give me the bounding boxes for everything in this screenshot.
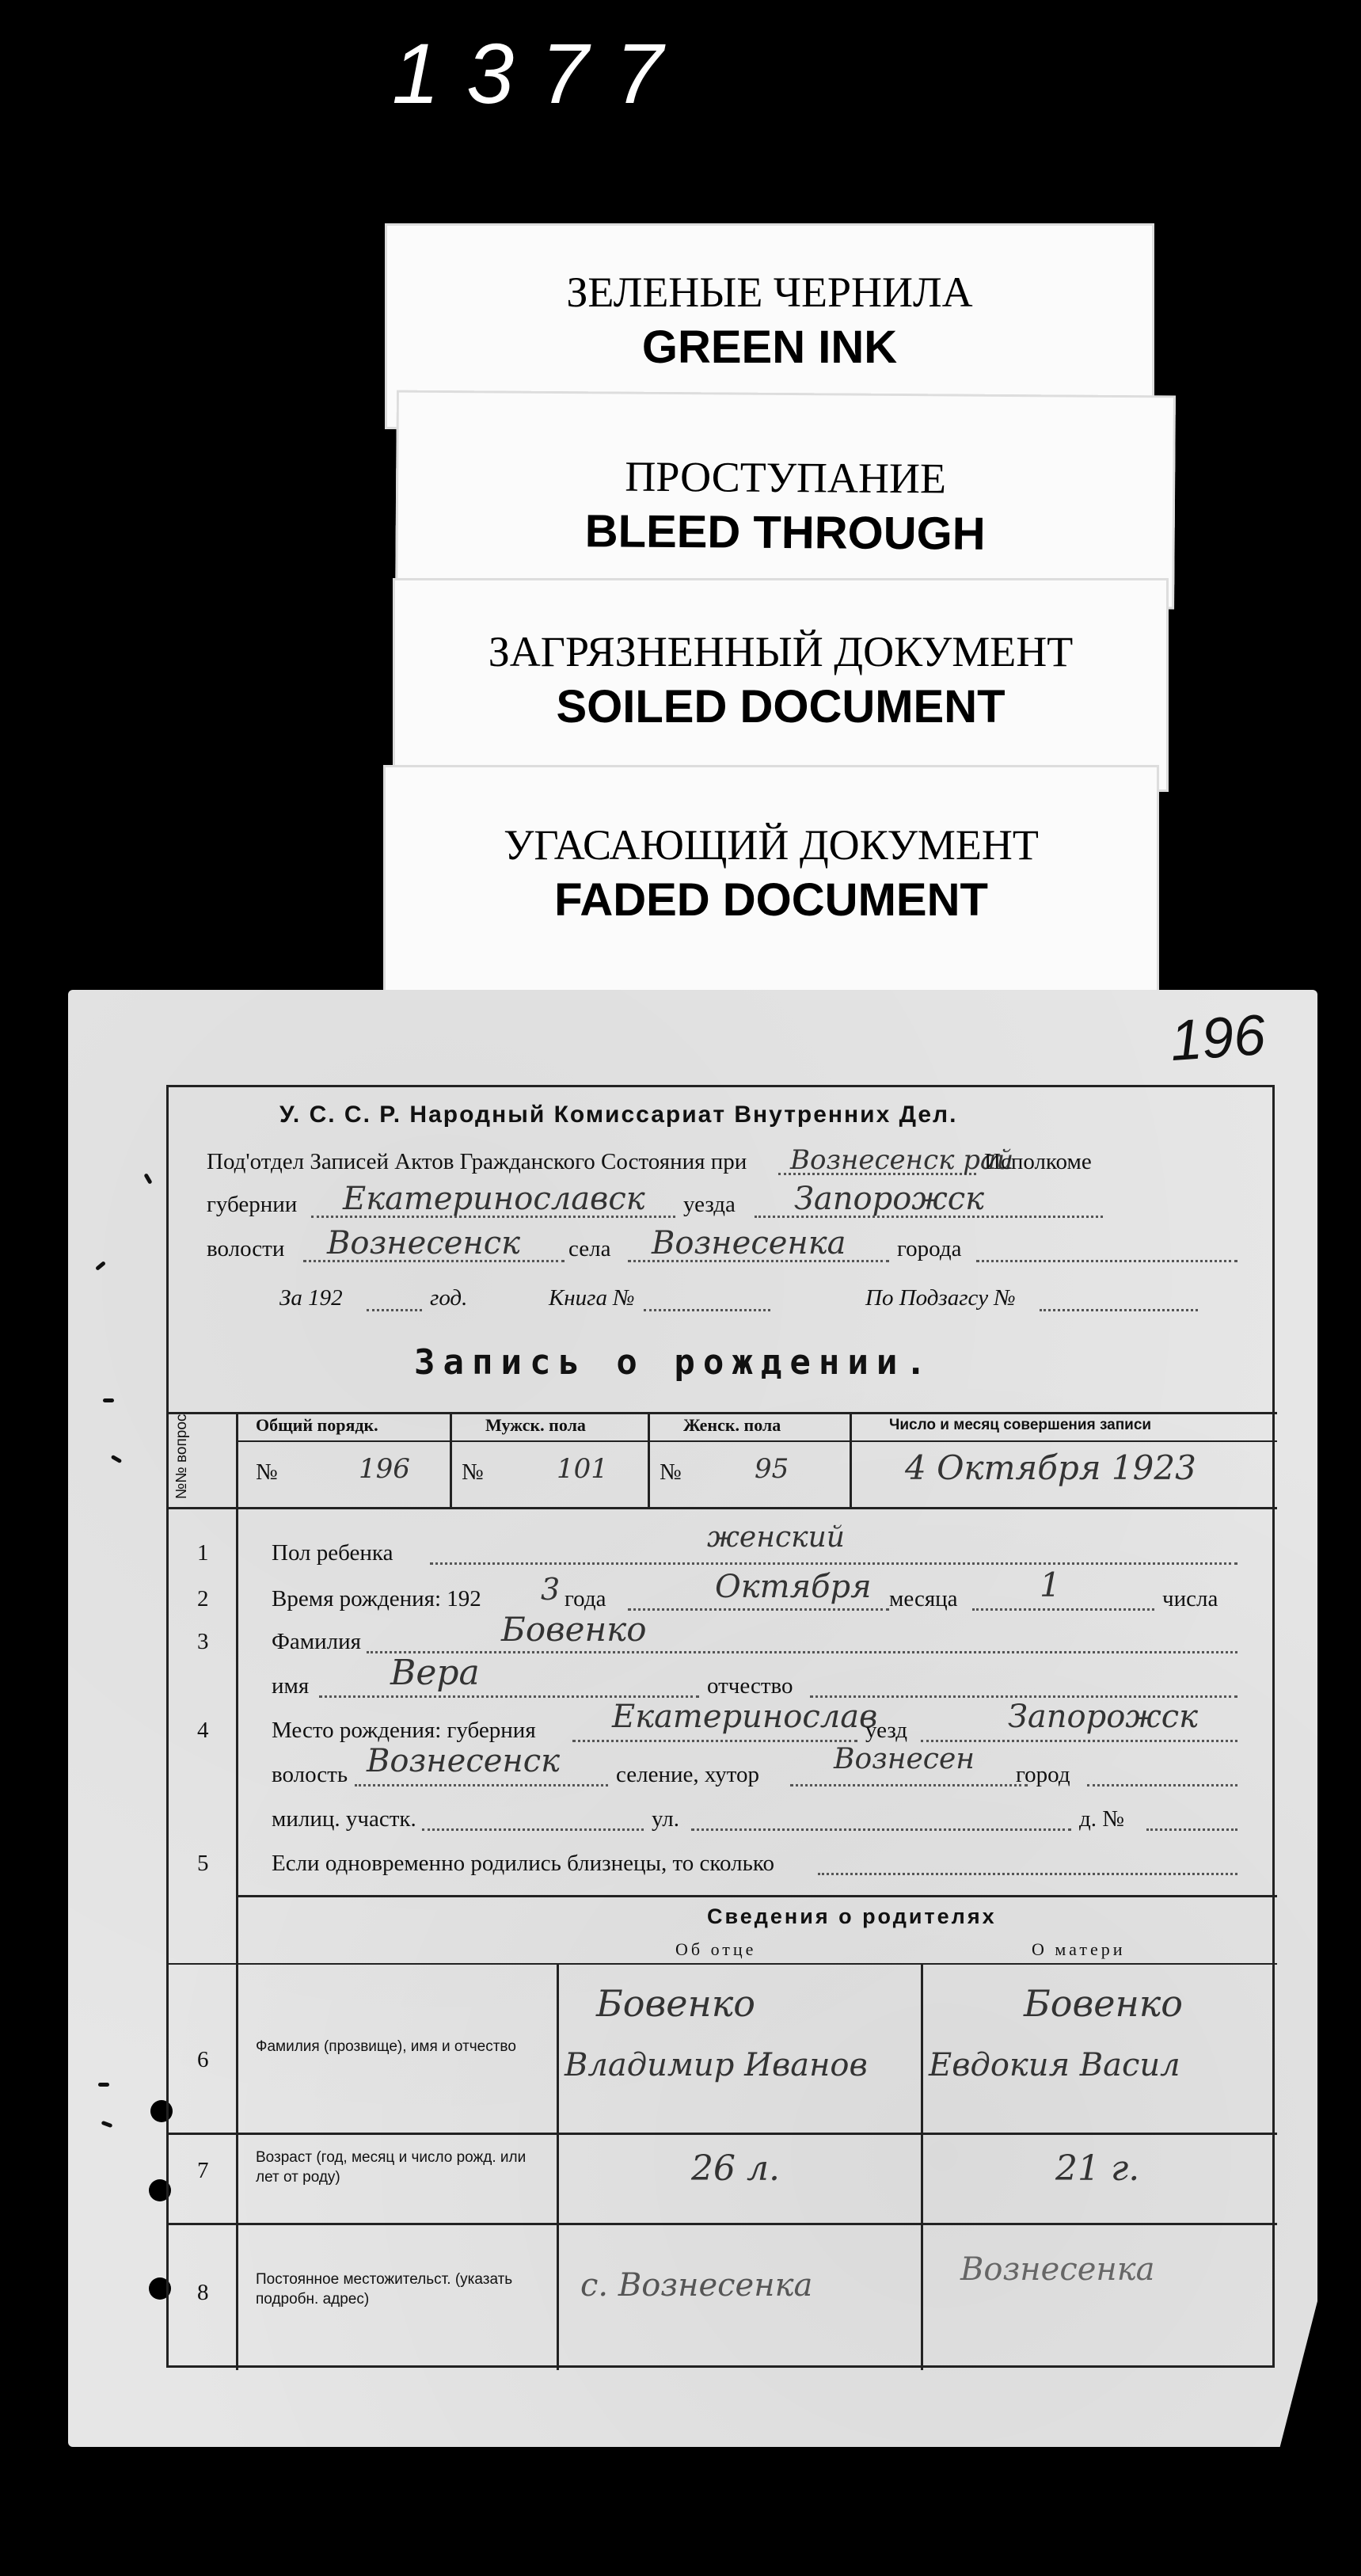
fill-line bbox=[355, 1784, 608, 1786]
num-sign: № bbox=[256, 1459, 278, 1485]
q-surname: Фамилия bbox=[272, 1629, 361, 1654]
hw-volost: Вознесенск bbox=[327, 1225, 521, 1261]
table-rule bbox=[169, 1507, 1277, 1509]
card-label-ru: ЗАГРЯЗНЕННЫЙ ДОКУМЕНТ bbox=[488, 628, 1074, 675]
label-chisla: числа bbox=[1162, 1586, 1218, 1611]
col-date-header: Число и месяц совершения записи bbox=[889, 1417, 1152, 1433]
hw-record-date: 4 Октября 1923 bbox=[905, 1448, 1196, 1487]
row-number: 7 bbox=[197, 2158, 209, 2183]
form-title: Запись о рождении. bbox=[414, 1342, 934, 1383]
card-label-ru: УГАСАЮЩИЙ ДОКУМЕНТ bbox=[504, 821, 1039, 869]
label-mesyatsa: месяца bbox=[889, 1586, 958, 1611]
father-col: Об отце bbox=[675, 1939, 757, 1959]
row-number: 6 bbox=[197, 2047, 209, 2072]
label-militsia: милиц. участк. bbox=[272, 1806, 416, 1832]
label-year: За 192 bbox=[279, 1285, 343, 1311]
label-volost: волость bbox=[272, 1762, 348, 1787]
header-ispolkom: Исполкоме bbox=[984, 1149, 1092, 1174]
fill-line bbox=[1146, 1828, 1237, 1831]
hw-month: Октября bbox=[715, 1569, 872, 1605]
hw-father-surname: Бовенко bbox=[596, 1982, 755, 2025]
col-female-header: Женск. пола bbox=[683, 1415, 781, 1435]
card-bleed-through bbox=[395, 390, 1176, 610]
q-twins: Если одновременно родились близнецы, то сколько bbox=[272, 1851, 774, 1876]
label-kniga: Книга № bbox=[549, 1285, 635, 1311]
card-label-ru: ПРОСТУПАНИЕ bbox=[625, 452, 947, 503]
hw-female-no: 95 bbox=[755, 1453, 789, 1485]
hw-year: 3 bbox=[541, 1572, 561, 1607]
hw-father-age: 26 л. bbox=[691, 2148, 780, 2189]
header-subdept: Под'отдел Записей Актов Гражданского Состояния при bbox=[207, 1149, 747, 1174]
fill-line bbox=[422, 1828, 644, 1831]
row-number: 1 bbox=[197, 1540, 209, 1566]
handwritten-page-number: 196 bbox=[1168, 1003, 1268, 1074]
table-rule bbox=[236, 1440, 1277, 1442]
q-parent-address: Постоянное местожительст. (указать подробн. адрес) bbox=[256, 2271, 513, 2308]
hw-birth-uezd: Запорожск bbox=[1008, 1699, 1199, 1735]
hw-rayon: Вознесенск рай bbox=[790, 1144, 1014, 1176]
hw-birth-volost: Вознесенск bbox=[367, 1743, 561, 1779]
birth-record-form bbox=[166, 1085, 1275, 2368]
row-number: 4 bbox=[197, 1718, 209, 1743]
table-rule bbox=[169, 1963, 1277, 1965]
hw-mother-surname: Бовенко bbox=[1024, 1982, 1183, 2025]
col-male-header: Мужск. пола bbox=[485, 1415, 586, 1435]
label-selenie: селение, хутор bbox=[616, 1762, 760, 1787]
label-uezda: уезда bbox=[683, 1192, 736, 1217]
q-patronymic: отчество bbox=[707, 1673, 793, 1699]
parents-title: Сведения о родителях bbox=[707, 1904, 997, 1928]
header-ministry: У. С. С. Р. Народный Комиссариат Внутренних Дел. bbox=[279, 1102, 958, 1128]
label-podzags: По Подзагсу № bbox=[865, 1285, 1016, 1311]
frame-number: 1377 bbox=[392, 25, 690, 121]
table-rule bbox=[169, 2133, 1277, 2135]
hw-day: 1 bbox=[1040, 1566, 1061, 1604]
card-soiled-document bbox=[393, 578, 1169, 792]
hw-sex: женский bbox=[707, 1521, 845, 1554]
hw-birth-gubernia: Екатеринослав bbox=[612, 1699, 878, 1735]
fill-line bbox=[430, 1562, 1237, 1565]
hw-mother-address: Вознесенка bbox=[960, 2251, 1155, 2288]
fill-line bbox=[367, 1309, 422, 1311]
table-rule bbox=[169, 1412, 1277, 1414]
label-sela: села bbox=[568, 1236, 611, 1261]
fill-line bbox=[367, 1651, 1237, 1653]
speck bbox=[103, 1398, 114, 1402]
q-parent-name: Фамилия (прозвище), имя и отчество bbox=[256, 2038, 516, 2055]
table-rule bbox=[648, 1412, 650, 1507]
table-rule bbox=[850, 1412, 852, 1507]
hw-father-address: с. Вознесенка bbox=[580, 2267, 813, 2304]
fill-line bbox=[790, 1784, 1028, 1786]
card-label-en: FADED DOCUMENT bbox=[554, 874, 988, 926]
card-faded-document bbox=[383, 765, 1159, 995]
label-uezd: уезд bbox=[865, 1718, 908, 1743]
num-sign: № bbox=[462, 1459, 484, 1485]
hw-birth-hutor: Вознесен bbox=[834, 1743, 975, 1775]
hw-gubernia: Екатеринославск bbox=[343, 1181, 645, 1217]
fill-line bbox=[319, 1695, 699, 1698]
q-name: имя bbox=[272, 1673, 310, 1699]
table-rule bbox=[169, 2223, 1277, 2225]
table-rule bbox=[236, 1412, 238, 2370]
row-number: 2 bbox=[197, 1586, 209, 1611]
fill-line bbox=[644, 1309, 770, 1311]
card-label-en: SOILED DOCUMENT bbox=[556, 681, 1006, 732]
hw-mother-age: 21 г. bbox=[1055, 2148, 1140, 2189]
q-birth-time: Время рождения: 192 bbox=[272, 1586, 481, 1611]
fill-line bbox=[1087, 1784, 1237, 1786]
q-sex: Пол ребенка bbox=[272, 1540, 393, 1566]
fill-line bbox=[628, 1608, 889, 1611]
num-sign: № bbox=[660, 1459, 682, 1485]
label-volosti: волости bbox=[207, 1236, 285, 1261]
hw-name: Вера bbox=[390, 1653, 480, 1693]
hw-mother-name: Евдокия Васил bbox=[929, 2047, 1180, 2083]
card-label-en: BLEED THROUGH bbox=[584, 505, 986, 560]
card-label-ru: ЗЕЛЕНЫЕ ЧЕРНИЛА bbox=[566, 268, 973, 316]
fill-line bbox=[972, 1608, 1154, 1611]
speck bbox=[98, 2083, 109, 2087]
table-rule bbox=[236, 1895, 1277, 1897]
q-parent-age: Возраст (год, месяц и число рожд. или лет от роду) bbox=[256, 2149, 527, 2186]
row-number: 5 bbox=[197, 1851, 209, 1876]
label-ul: ул. bbox=[652, 1806, 679, 1832]
hw-surname: Бовенко bbox=[501, 1610, 647, 1649]
hw-father-name: Владимир Иванов bbox=[565, 2047, 868, 2083]
label-god: год. bbox=[430, 1285, 468, 1311]
fill-line bbox=[810, 1695, 1237, 1698]
label-goda: года bbox=[565, 1586, 606, 1611]
fill-line bbox=[921, 1740, 1237, 1742]
col-general-header: Общий порядк. bbox=[256, 1415, 378, 1435]
fill-line bbox=[691, 1828, 1071, 1831]
mother-col: О матери bbox=[1032, 1939, 1126, 1959]
label-goroda: города bbox=[897, 1236, 962, 1261]
fill-line bbox=[818, 1873, 1237, 1875]
fill-line bbox=[572, 1740, 857, 1742]
table-rule bbox=[921, 1963, 923, 2370]
card-label-en: GREEN INK bbox=[641, 322, 898, 373]
hw-uezd: Запорожск bbox=[794, 1181, 985, 1217]
hw-selo: Вознесенка bbox=[652, 1225, 846, 1261]
hw-male-no: 101 bbox=[557, 1453, 608, 1485]
label-gorod: город bbox=[1016, 1762, 1070, 1787]
label-gubernii: губернии bbox=[207, 1192, 298, 1217]
label-dom: д. № bbox=[1079, 1806, 1124, 1832]
table-rule bbox=[557, 1963, 559, 2370]
row-number: 8 bbox=[197, 2280, 209, 2305]
col-no-header: №№ вопрос bbox=[173, 1414, 190, 1499]
fill-line bbox=[1040, 1309, 1198, 1311]
q-birthplace: Место рождения: губерния bbox=[272, 1718, 536, 1743]
row-number: 3 bbox=[197, 1629, 209, 1654]
fill-line bbox=[976, 1260, 1237, 1262]
table-rule bbox=[450, 1412, 452, 1507]
hw-general-no: 196 bbox=[359, 1453, 410, 1485]
